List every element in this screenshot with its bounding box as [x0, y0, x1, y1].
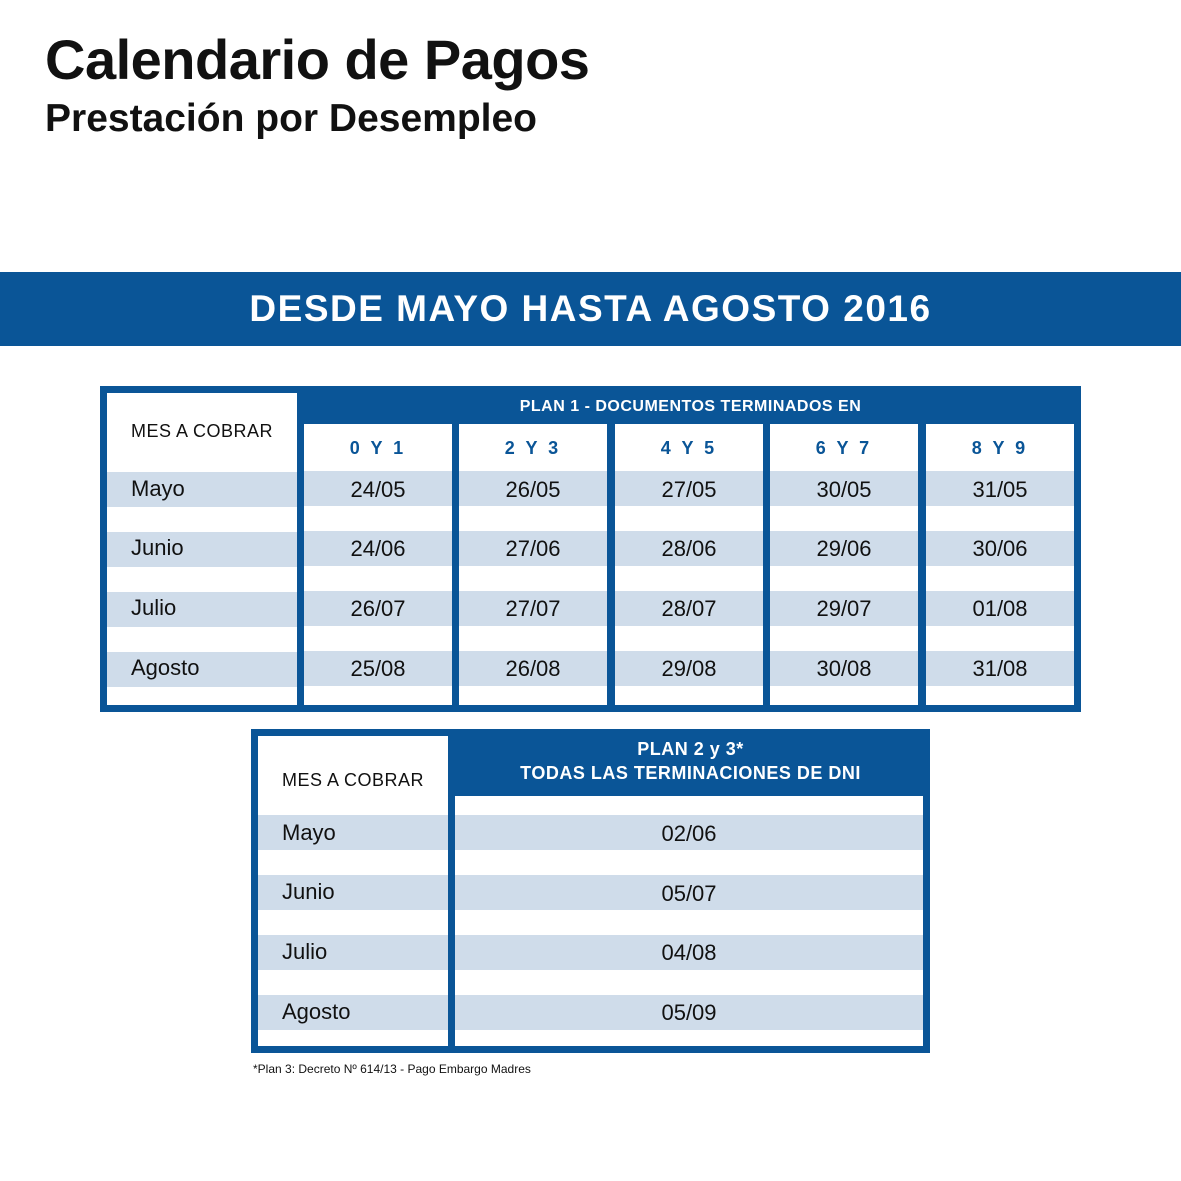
plan23-month-label: Julio [282, 939, 328, 964]
plan1-column-header: 0 Y 1 [349, 438, 407, 458]
plan1-date: 26/07 [350, 596, 406, 621]
plan23-month-label: Agosto [282, 999, 351, 1024]
page-title: Calendario de Pagos [45, 28, 590, 91]
plan1-date: 24/05 [350, 477, 406, 502]
plan1-date: 30/08 [816, 656, 872, 681]
period-banner-text: DESDE MAYO HASTA AGOSTO 2016 [249, 288, 932, 329]
plan23-date: 05/07 [661, 881, 717, 906]
plan1-date: 30/06 [972, 536, 1028, 561]
plan1-date: 29/07 [816, 596, 872, 621]
plan23-month-column [258, 736, 448, 1046]
footnote: *Plan 3: Decreto Nº 614/13 - Pago Embargo Madres [253, 1062, 531, 1076]
plan1-month-label: Agosto [131, 655, 200, 680]
plan1-date-column [615, 424, 763, 705]
plan1-date: 31/08 [972, 656, 1028, 681]
plan1-date: 24/06 [350, 536, 406, 561]
plan1-date: 31/05 [972, 477, 1028, 502]
plan1-date: 25/08 [350, 656, 406, 681]
plan1-column-header: 6 Y 7 [815, 438, 873, 458]
plan1-date: 27/05 [661, 477, 717, 502]
plan23-date-column [455, 796, 923, 1046]
plan1-date: 29/08 [661, 656, 717, 681]
plan1-date: 26/08 [505, 656, 561, 681]
plan23-date: 02/06 [661, 821, 717, 846]
plan1-date-column [459, 424, 607, 705]
plan1-column-header: 8 Y 9 [971, 438, 1029, 458]
plan23-header-line2: TODAS LAS TERMINACIONES DE DNI [520, 763, 861, 783]
plan1-table [100, 386, 1081, 712]
plan23-month-label: Junio [282, 879, 335, 904]
plan23-month-header: MES A COBRAR [281, 770, 425, 790]
plan23-table [251, 729, 930, 1053]
plan1-column-header: 2 Y 3 [504, 438, 562, 458]
plan1-month-label: Mayo [131, 476, 185, 501]
plan1-month-label: Julio [131, 595, 177, 620]
plan1-date-column [304, 424, 452, 705]
plan1-plan-header: PLAN 1 - DOCUMENTOS TERMINADOS EN [519, 398, 862, 415]
plan1-date: 01/08 [972, 596, 1028, 621]
plan1-date: 27/06 [505, 536, 561, 561]
plan1-month-header: MES A COBRAR [130, 421, 274, 441]
period-banner [0, 272, 1181, 346]
plan23-date: 05/09 [661, 1000, 717, 1025]
plan23-header-line1: PLAN 2 y 3* [637, 739, 744, 759]
plan1-date: 28/06 [661, 536, 717, 561]
plan1-date: 29/06 [816, 536, 872, 561]
plan1-date: 27/07 [505, 596, 561, 621]
plan1-date-column [926, 424, 1074, 705]
plan23-date: 04/08 [661, 940, 717, 965]
plan1-date-column [770, 424, 918, 705]
plan1-date: 28/07 [661, 596, 717, 621]
plan1-date: 30/05 [816, 477, 872, 502]
plan1-month-column [107, 471, 297, 705]
plan1-column-header: 4 Y 5 [660, 438, 718, 458]
plan1-month-header-cell [107, 393, 297, 471]
page-subtitle: Prestación por Desempleo [45, 97, 537, 140]
plan1-month-label: Junio [131, 535, 184, 560]
plan23-month-label: Mayo [282, 820, 336, 845]
plan1-date: 26/05 [505, 477, 561, 502]
